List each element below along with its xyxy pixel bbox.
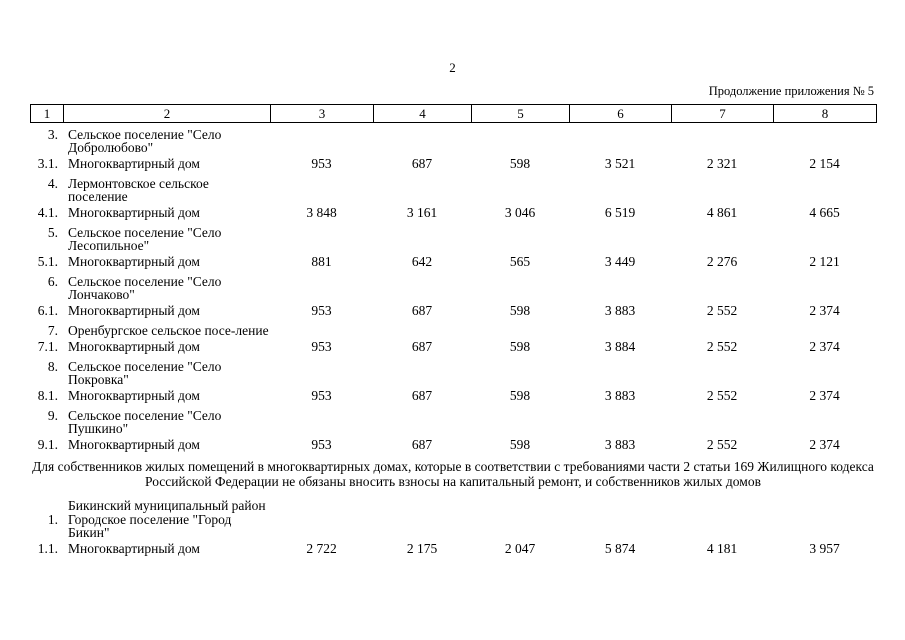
value-cell [671,225,773,252]
value-cell: 953 [311,303,332,318]
value-cell: 2 374 [809,388,840,403]
note-row [30,457,876,493]
value-cell [773,323,876,337]
value-cell: 598 [509,388,531,403]
header-cell: 8 [774,105,877,123]
value-cell: 953 [311,437,332,452]
row-number: 1. [47,512,58,527]
value-cell [569,274,671,301]
row-number: 5.1. [37,254,58,269]
row-name: Многоквартирный дом [68,254,200,269]
value-cell: 2 552 [706,388,738,403]
value-cell: 5 874 [604,541,636,556]
header-cell: 3 [271,105,374,123]
table-row [30,274,876,301]
row-number: 6. [47,274,58,289]
value-cell [773,512,876,539]
value-cell [270,408,373,435]
table-row [30,203,876,225]
value-cell [773,408,876,435]
row-name: Сельское поселение "Село Лончаково" [68,274,222,302]
value-cell: 3 883 [604,388,636,403]
row-number: 4. [47,176,58,191]
value-cell: 2 154 [809,156,840,171]
value-cell [471,176,569,203]
value-cell [471,323,569,337]
row-number: 3. [47,127,58,142]
value-cell: 2 321 [706,156,738,171]
value-cell [270,359,373,386]
value-cell: 3 848 [306,205,337,220]
row-name: Многоквартирный дом [68,156,200,171]
value-cell: 3 449 [604,254,636,269]
value-cell [373,274,471,301]
value-cell [471,359,569,386]
value-cell [671,408,773,435]
continuation-label: Продолжение приложения № 5 [708,84,874,98]
value-cell: 3 161 [406,205,438,220]
table-row [30,337,876,359]
table-row [30,252,876,274]
row-number: 1.1. [37,541,58,556]
header-cell: 5 [472,105,570,123]
value-cell [270,323,373,337]
header-cell: 1 [31,105,64,123]
value-cell: 4 181 [706,541,738,556]
value-cell [373,512,471,539]
value-cell: 953 [311,156,332,171]
row-number: 3.1. [37,156,58,171]
value-cell: 598 [509,339,531,354]
value-cell: 687 [411,388,433,403]
header-cell: 2 [64,105,271,123]
table-row [30,435,876,457]
row-number: 6.1. [37,303,58,318]
note-text: Для собственников жилых помещений в многоквартирных домах, которые в соответствии с требованиями части 2 статьи 169 Жилищного кодекса Российской Федерации не обязаны вносить взносы на капитальный ремонт, и собственников жилых домов [32,459,874,489]
value-cell [569,408,671,435]
value-cell: 2 374 [809,303,840,318]
table-row [30,127,876,154]
row-name: Сельское поселение "Село Добролюбово" [68,127,222,155]
value-cell: 2 552 [706,437,738,452]
value-cell: 642 [411,254,433,269]
table-row [30,539,876,561]
value-cell [569,493,671,512]
value-cell: 881 [311,254,332,269]
table-row [30,493,876,512]
value-cell: 687 [411,339,433,354]
value-cell [773,359,876,386]
value-cell [471,127,569,154]
value-cell: 598 [509,437,531,452]
value-cell [671,127,773,154]
value-cell [773,493,876,512]
value-cell [373,176,471,203]
row-name: Многоквартирный дом [68,303,200,318]
row-number: 9. [47,408,58,423]
value-cell [373,359,471,386]
page-number: 2 [449,60,456,75]
value-cell [270,512,373,539]
value-cell [773,127,876,154]
value-cell: 598 [509,303,531,318]
row-number: 8. [47,359,58,374]
value-cell: 2 276 [706,254,738,269]
value-cell [373,225,471,252]
value-cell [270,176,373,203]
row-name: Сельское поселение "Село Покровка" [68,359,222,387]
row-name: Лермонтовское сельское поселение [68,176,209,204]
column-header-table [30,104,877,123]
value-cell [270,274,373,301]
value-cell [471,274,569,301]
value-cell [569,359,671,386]
table-row [30,408,876,435]
value-cell: 2 047 [504,541,536,556]
value-cell: 687 [411,303,433,318]
value-cell: 6 519 [604,205,636,220]
value-cell: 3 883 [604,437,636,452]
row-name: Сельское поселение "Село Лесопильное" [68,225,222,253]
value-cell: 953 [311,339,332,354]
value-cell: 2 552 [706,303,738,318]
value-cell: 4 861 [706,205,738,220]
value-cell: 565 [509,254,531,269]
value-cell: 953 [311,388,332,403]
row-name: Многоквартирный дом [68,541,200,556]
row-name: Бикинский муниципальный район [68,498,266,513]
table-row [30,512,876,539]
value-cell [671,323,773,337]
value-cell: 2 175 [406,541,438,556]
value-cell [671,512,773,539]
value-cell [569,512,671,539]
table-row [30,154,876,176]
value-cell [373,323,471,337]
header-cell: 6 [570,105,672,123]
value-cell: 2 722 [306,541,337,556]
value-cell [373,408,471,435]
value-cell: 2 374 [809,339,840,354]
value-cell: 3 883 [604,303,636,318]
row-name: Многоквартирный дом [68,339,200,354]
row-name: Оренбургское сельское посе-ление [68,323,269,338]
header-cell: 7 [672,105,774,123]
row-name: Многоквартирный дом [68,437,200,452]
row-number: 4.1. [37,205,58,220]
table-row [30,176,876,203]
table-row [30,323,876,337]
row-name: Многоквартирный дом [68,388,200,403]
value-cell [471,408,569,435]
row-name: Городское поселение "Город Бикин" [68,512,232,540]
value-cell [373,493,471,512]
row-number: 9.1. [37,437,58,452]
value-cell: 687 [411,437,433,452]
value-cell [773,176,876,203]
row-number: 5. [47,225,58,240]
value-cell [671,493,773,512]
row-number [30,493,63,512]
value-cell: 2 552 [706,339,738,354]
row-number: 7. [47,323,58,338]
value-cell: 4 665 [809,205,840,220]
value-cell [671,359,773,386]
value-cell: 3 046 [504,205,536,220]
header-cell: 4 [374,105,472,123]
value-cell: 2 121 [809,254,840,269]
value-cell [773,225,876,252]
value-cell [270,225,373,252]
value-cell [569,176,671,203]
row-number: 7.1. [37,339,58,354]
table-row [30,359,876,386]
value-cell: 3 884 [604,339,636,354]
row-name: Многоквартирный дом [68,205,200,220]
value-cell [270,493,373,512]
value-cell: 3 521 [604,156,636,171]
row-name: Сельское поселение "Село Пушкино" [68,408,222,436]
value-cell [569,323,671,337]
value-cell [569,225,671,252]
row-number: 8.1. [37,388,58,403]
value-cell: 687 [411,156,433,171]
value-cell [671,274,773,301]
value-cell [671,176,773,203]
value-cell: 3 957 [809,541,840,556]
table-row [30,386,876,408]
value-cell [773,274,876,301]
tariff-table [30,127,876,561]
value-cell [270,127,373,154]
value-cell [471,512,569,539]
value-cell: 598 [509,156,531,171]
header-row [31,105,877,123]
value-cell [471,493,569,512]
value-cell [373,127,471,154]
table-row [30,225,876,252]
value-cell [471,225,569,252]
value-cell: 2 374 [809,437,840,452]
value-cell [569,127,671,154]
table-row [30,301,876,323]
